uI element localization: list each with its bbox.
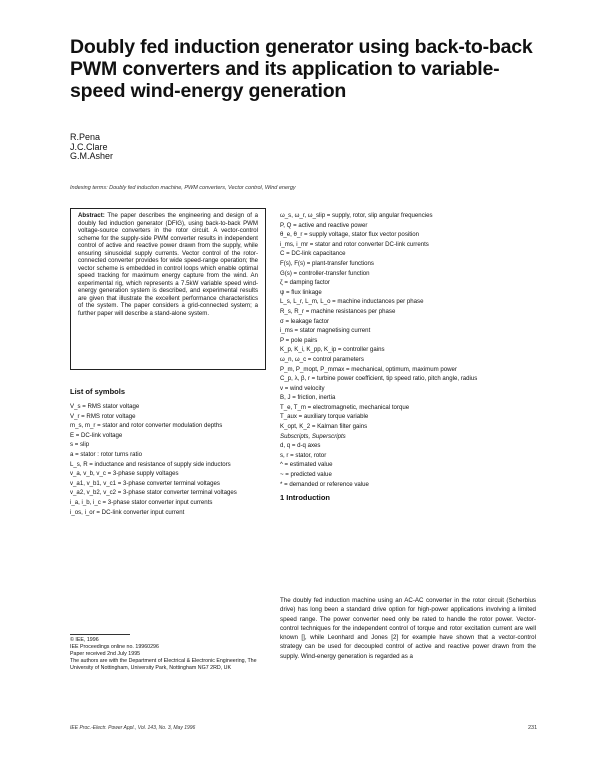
author: J.C.Clare [70, 141, 108, 152]
abstract [78, 212, 258, 317]
symbol-entry: i_a, i_b, i_c = 3-phase stator converter input currents [70, 498, 213, 506]
author: G.M.Asher [70, 151, 114, 161]
symbol-entry: K_p, K_i, K_pp, K_ip = controller gains [280, 346, 385, 354]
symbol-entry: C = DC-link capacitance [280, 250, 346, 258]
introduction-text: The doubly fed induction machine using an AC-AC converter in the rotor circuit (Scherbius drive) has long been a standard drive option for high-power applications involving a limited speed range. The power converter need only be rated to handle the rotor power. Vector-control techniques for the independent control of torque and rotor excitation current are well known [], while Leonhard and Jones [2] for example have shown that a vector-control strategy can be used for decoupled control of active and reactive power drawn from the supply. Wind-energy generation is regarded as a [280, 597, 536, 660]
symbols-heading: List of symbols [70, 387, 126, 396]
footnote: Paper received 2nd July 1995 [70, 651, 141, 657]
footnote: The authors are with the Department of Electrical & Electronic Engineering, The University of Nottingham, University Park, Nottingham NG7 2RD, UK [70, 658, 257, 671]
symbol-entry: i_os, i_or = DC-link converter input current [70, 508, 185, 516]
symbol-entry: ζ = damping factor [280, 279, 330, 287]
symbol-entry: m_s, m_r = stator and rotor converter modulation depths [70, 422, 223, 430]
symbol-entry: ω_n, ω_c = control parameters [280, 355, 364, 363]
symbol-entry: s = slip [70, 441, 90, 449]
symbol-entry: E = DC-link voltage [70, 431, 123, 439]
page-number: 231 [528, 725, 538, 731]
footnote: IEE Proceedings online no. 19960296 [70, 644, 159, 650]
symbol-entry: V_s = RMS stator voltage [70, 403, 140, 410]
symbols-list-right [280, 211, 540, 507]
symbol-entry: F(s), F(s) = plant-transfer functions [280, 259, 374, 267]
symbol-entry: a = stator : rotor turns ratio [70, 450, 142, 458]
abstract-text: The paper describes the engineering and design of a doubly fed induction generator (DFIG), using back-to-back PWM voltage-source converters in the rotor circuit. A vector-control scheme for the supply-side PWM converter results in independent control of active and reactive power drawn from the supply, while ensuring sinusoidal supply currents. Vector control of the rotor-connected converter provides for wide speed-range operation; the vector scheme is embedded in control loops which enable optimal speed tracking for maximum energy capture from the wind. An experimental rig, which represents a 7.5kW variable speed wind-energy generation system is described, and experimental results are given that illustrate the excellent performance characteristics of the system. The paper considers a grid-connected system; a further paper will describe a stand-alone system. [78, 212, 258, 317]
symbol-entry: ω_s, ω_r, ω_slip = supply, rotor, slip angular frequencies [280, 212, 433, 219]
symbol-entry: R_s, R_r = machine resistances per phase [280, 307, 396, 315]
symbol-entry: G(s) = controller-transfer function [280, 269, 370, 277]
subscript-entry: d, q = d-q axes [280, 442, 321, 450]
footnote: © IEE, 1996 [70, 637, 99, 643]
symbol-entry: L_s, L_r, L_m, L_o = machine inductances per phase [280, 298, 424, 306]
symbol-entry: P, Q = active and reactive power [280, 221, 368, 229]
journal-footer: IEE Proc.-Electr. Power Appl., Vol. 143, No. 3, May 1996 [70, 725, 196, 731]
symbol-entry: K_opt, K_2 = Kalman filter gains [280, 423, 368, 431]
author: R.Pena [70, 132, 101, 142]
author-list [70, 133, 113, 162]
symbol-entry: T_aux = auxiliary torque variable [280, 413, 369, 421]
paper-title: Doubly fed induction generator using back-to-back PWM converters and its application to variable-speed wind-energy generation [70, 36, 533, 102]
symbol-entry: v_a2, v_b2, v_c2 = 3-phase stator converter terminal voltages [70, 489, 237, 497]
symbol-entry: i_ms, i_mr = stator and rotor converter DC-link currents [280, 240, 429, 248]
symbol-entry: θ_e, θ_r = supply voltage, stator flux vector position [280, 231, 420, 239]
subscript-entry: s, r = stator, rotor [280, 451, 327, 459]
symbol-entry: i_ms = stator magnetising current [280, 327, 371, 335]
symbol-entry: P_m, P_mopt, P_mmax = mechanical, optimum, maximum power [280, 365, 457, 373]
symbol-entry: v = wind velocity [280, 384, 325, 392]
symbol-entry: v_a1, v_b1, v_c1 = 3-phase converter terminal voltages [70, 479, 220, 487]
symbol-entry: C_p, λ, β, r = turbine power coefficient, tip speed ratio, pitch angle, radius [280, 375, 478, 383]
symbol-entry: T_e, T_m = electromagnetic, mechanical torque [280, 403, 410, 411]
symbols-list-left [70, 402, 268, 517]
abstract-label: Abstract: [78, 212, 105, 219]
footnote-rule [70, 634, 130, 635]
symbol-entry: L_s, R = inductance and resistance of supply side inductors [70, 460, 231, 468]
subscript-entry: ~ = predicted value [280, 471, 332, 479]
symbol-entry: v_a, v_b, v_c = 3-phase supply voltages [70, 470, 179, 478]
subscript-entry: ^ = estimated value [280, 461, 333, 469]
symbol-entry: V_r = RMS rotor voltage [70, 412, 136, 420]
subscripts-heading: Subscripts, Superscripts [280, 432, 346, 440]
indexing-terms: Indexing terms: Doubly fed induction machine, PWM converters, Vector control, Wind energy [70, 185, 296, 191]
footnotes [70, 637, 270, 672]
section-heading: 1 Introduction [280, 493, 330, 503]
symbol-entry: σ = leakage factor [280, 317, 329, 325]
symbol-entry: B, J = friction, inertia [280, 394, 336, 402]
symbol-entry: P = pole pairs [280, 336, 318, 344]
subscript-entry: * = demanded or reference value [280, 480, 369, 488]
symbol-entry: ψ = flux linkage [280, 288, 322, 296]
